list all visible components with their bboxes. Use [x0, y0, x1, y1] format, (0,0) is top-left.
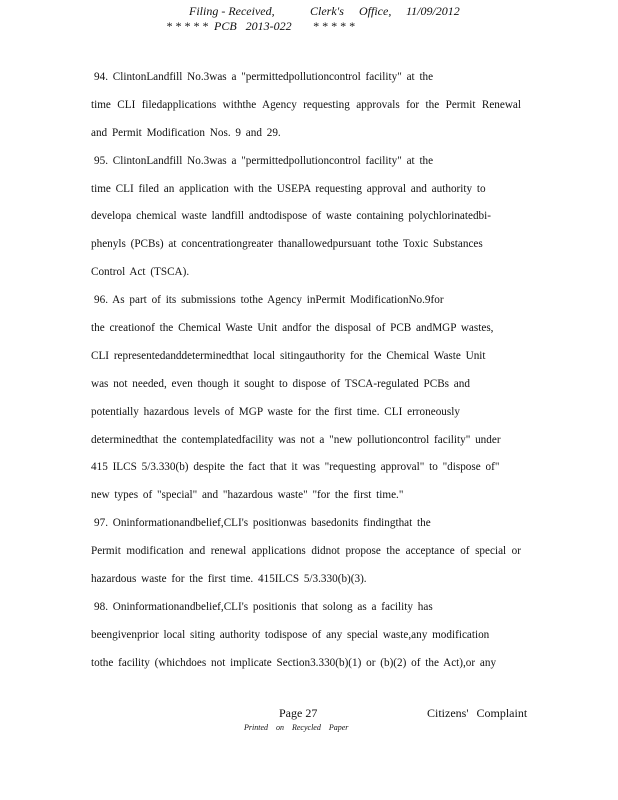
para-94-line-2: time CLI filedapplications withthe Agency requesting approvals for the Permit Renewal: [91, 98, 521, 111]
para-96-line-8: new types of "special" and "hazardous waste" "for the first time.": [91, 489, 404, 502]
office-text: Office,: [359, 4, 392, 18]
para-96-line-6: determinedthat the contemplatedfacility was not a "new pollutioncontrol facility" under: [91, 433, 501, 446]
filing-received-text: Filing - Received,: [189, 4, 275, 18]
filing-stamp: [0, 4, 618, 33]
para-96-line-3: CLI representedanddeterminedthat local sitingauthority for the Chemical Waste Unit: [91, 349, 486, 362]
para-98-line-1: 98. Oninformationandbelief,CLI's positionis that solong as a facility has: [94, 600, 433, 613]
para-94-line-3: and Permit Modification Nos. 9 and 29.: [91, 126, 281, 139]
para-95-line-5: Control Act (TSCA).: [91, 266, 190, 279]
filing-stamp-line: [0, 4, 618, 19]
para-97-line-3: hazardous waste for the first time. 415ILCS 5/3.330(b)(3).: [91, 573, 367, 586]
para-98-line-3: tothe facility (whichdoes not implicate Section3.330(b)(1) or (b)(2) of the Act),or any: [91, 656, 497, 669]
para-96-line-1: 96. As part of its submissions tothe Agency inPermit ModificationNo.9for: [94, 294, 444, 307]
complaint-body: [91, 64, 521, 678]
printed-on-recycled-paper: Printed on Recycled Paper: [244, 723, 349, 732]
para-96-line-5: potentially hazardous levels of MGP waste for the first time. CLI erroneously: [91, 405, 460, 418]
para-97-line-1: 97. Oninformationandbelief,CLI's positionwas basedonits findingthat the: [94, 517, 431, 530]
para-94-line-1: 94. ClintonLandfill No.3was a "permittedpollutioncontrol facility" at the: [94, 71, 434, 83]
para-95-line-1: 95. ClintonLandfill No.3was a "permittedpollutioncontrol facility" at the: [94, 154, 434, 167]
case-number-line: * * * * * PCB 2013-022 * * * * *: [166, 19, 355, 33]
para-98-line-2: beengivenprior local siting authority todispose of any special waste,any modification: [91, 628, 490, 641]
para-96-line-2: the creationof the Chemical Waste Unit andfor the disposal of PCB andMGP wastes,: [91, 322, 494, 335]
para-97-line-2: Permit modification and renewal applications didnot propose the acceptance of special or: [91, 545, 521, 558]
document-name: Citizens' Complaint: [427, 706, 528, 720]
clerks-text: Clerk's: [310, 4, 344, 18]
page-number: Page 27: [279, 706, 318, 720]
para-96-line-7: 415 ILCS 5/3.330(b) despite the fact that it was "requesting approval" to "dispose of": [91, 461, 500, 474]
para-95-line-3: developa chemical waste landfill andtodispose of waste containing polychlorinatedbi-: [91, 210, 491, 223]
para-95-line-4: phenyls (PCBs) at concentrationgreater thanallowedpursuant tothe Toxic Substances: [91, 238, 483, 251]
para-96-line-4: was not needed, even though it sought to dispose of TSCA-regulated PCBs and: [91, 377, 470, 390]
filing-date: 11/09/2012: [406, 4, 460, 18]
para-95-line-2: time CLI filed an application with the USEPA requesting approval and authority to: [91, 182, 486, 195]
